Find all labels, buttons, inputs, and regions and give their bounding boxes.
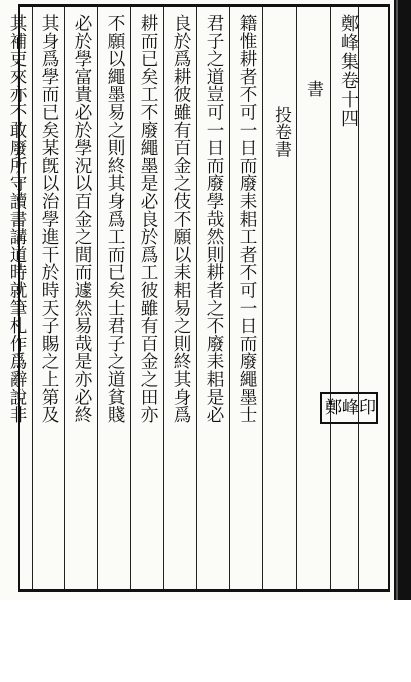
text-column-4: 耕而已矣工不廢繩墨是必良於爲工彼雖有百金之田亦 <box>138 14 158 424</box>
text-column-5: 不願以繩墨易之則終其身爲工而已矣士君子之道貧賤 <box>105 14 125 424</box>
section-label: 書 <box>303 80 323 98</box>
column-rule <box>330 7 331 589</box>
column-rule <box>229 7 230 589</box>
text-column-8: 其補吏來亦不敢廢所守讀書講道時就筆札作爲辭說非 <box>7 14 27 424</box>
column-rule <box>130 7 131 589</box>
book-edge-line <box>396 0 398 600</box>
text-column-3: 良於爲耕彼雖有百金之伎不願以耒耜易之則終其身爲 <box>171 14 191 424</box>
text-column-2: 君子之道豈可一日而廢學哉然則耕者之不廢耒耜是必 <box>204 14 224 424</box>
column-rule <box>296 7 297 589</box>
text-column-1: 籍惟耕者不可一日而廢耒耜工者不可一日而廢繩墨士 <box>237 14 257 424</box>
column-rule <box>163 7 164 589</box>
column-rule <box>196 7 197 589</box>
text-column-6: 必於學富貴必於學況以百金之間而遽然易哉是亦必終 <box>72 14 92 424</box>
book-header: 鄭峰集卷十四 <box>338 14 359 128</box>
letter-title: 投卷書 <box>271 106 291 158</box>
column-rule <box>97 7 98 589</box>
collector-seal <box>320 392 378 424</box>
column-rule <box>32 7 33 589</box>
column-rule <box>262 7 263 589</box>
column-rule <box>64 7 65 589</box>
seal-char: 鄭 <box>325 398 342 418</box>
seal-char: 峰 <box>342 398 359 418</box>
seal-char: 印 <box>359 398 376 418</box>
text-column-7: 其身爲學而已矣某旣以治學進干於時天子賜之上第及 <box>39 14 59 424</box>
